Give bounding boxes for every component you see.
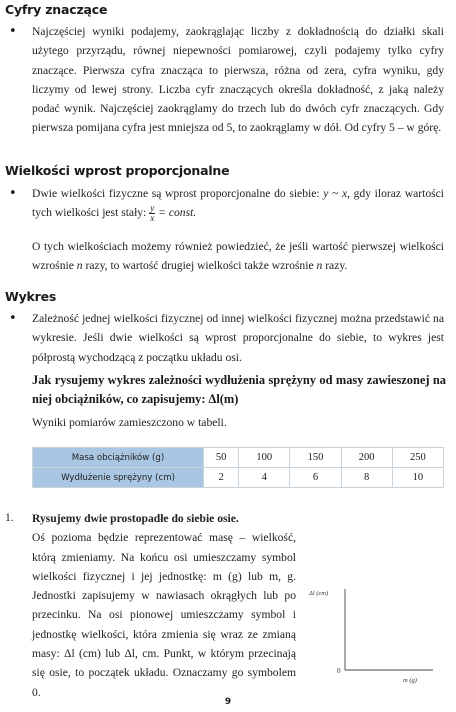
paragraph-cyfry-znaczace: Najczęściej wyniki podajemy, zaokrąglając liczby z dokładnością do działki skali użytego przyrządu, równej niepewności pomiarowej, czyli podajemy tylko cyfry znaczące. Pierwsza cyfra znacząca to pierwsza, różna od zera, cyfra wyniku, gdy liczymy od lewej strony. Liczba cyfr znaczących określa dokładność, z jaką należy podać wynik. Najczęściej zaokrąglamy do trzech lub do dwóch cyfr znaczących. Gdy pierwsza pomijana cyfra jest mniejsza od 5, to zaokrąglamy w dół. Od cyfry 5 – w górę. [32,25,444,135]
step1-lead: Rysujemy dwie prostopadłe do siebie osie [32,512,236,525]
table-cell: 4 [239,468,290,488]
x-axis-label: m (g) [403,677,417,684]
page-number: 9 [224,697,232,707]
text-fragment: Dwie wielkości fizyczne są wprost proporcjonalne do siebie: [32,187,324,200]
paragraph-proporcjonalnosc [32,184,444,223]
math-n: n [316,259,323,273]
bullet: • [9,311,17,326]
table-row [33,448,444,468]
origin-label: 0 [337,667,341,675]
table-cell: 150 [290,448,341,468]
row-header-extension: Wydłużenie sprężyny (cm) [33,468,204,488]
measurements-table [32,447,444,488]
step-number: 1. [5,511,14,524]
text-fragment: , gdy iloraz wartości tych wielkości jest stały: [32,187,444,220]
question-heading: Jak rysujemy wykres zależności wydłużenia sprężyny od masy zawieszonej na niej obciążników, co zapisujemy: Δl(m) [32,373,446,407]
y-axis-label: Δl (cm) [309,590,329,597]
math-n: n [76,259,83,273]
table-cell: 10 [392,468,443,488]
heading-wielkosci-wprost: Wielkości wprost proporcjonalne [5,163,230,178]
text-fragment: O tych wielkościach możemy również powiedzieć, że jeśli wartość pierwszej wielkości wzrośnie [32,240,444,273]
paragraph-wykres: Zależność jednej wielkości fizycznej od innej wielkości fizycznej można przedstawić na wykresie. Jeśli dwie wielkości są wprost proporcjonalne do siebie, to wykres jest półprostą wychodzącą z początku układu osi. [32,312,444,364]
bullet: • [9,186,17,201]
const-formula: = const. [155,206,197,220]
table-cell: 2 [204,468,239,488]
bullet: • [9,24,17,39]
heading-wykres: Wykres [5,289,57,304]
step1-paragraph [32,509,296,702]
table-intro: Wyniki pomiarów zamieszczono w tabeli. [32,416,227,429]
row-header-mass: Masa obciążników (g) [33,448,204,468]
table-cell: 250 [392,448,443,468]
table-row [33,468,444,488]
table-cell: 200 [341,448,392,468]
fraction-denominator: x [150,213,155,224]
text-fragment: razy, to wartość drugiej wielkości także wzrośnie [82,259,317,273]
table-cell: 100 [239,448,290,468]
step1-lead-end: . [235,512,239,525]
axes-diagram [309,585,435,685]
fraction-numerator: y [150,203,155,214]
step1-text: Oś pozioma będzie reprezentować masę – wielkość, którą zmieniamy. Na końcu osi umieszczamy symbol wielkości fizycznej i jej jednostkę: m (g) lub m, g. Jednostki zapisujemy w nawiasach okrągłych lub po przecinku. Na osi pionowej umieszczamy symbol i jednostkę wielkości, która zmienia się wraz ze zmianą masy: Δl (cm) lub Δl, cm. Punkt, w którym przecinają się osie, to początek układu. Oznaczamy go symbolem 0. [32,531,296,699]
relation-formula: y ~ x [323,187,348,200]
table-cell: 8 [341,468,392,488]
heading-cyfry-znaczace: Cyfry znaczące [5,2,108,17]
text-fragment: razy. [322,259,348,273]
table-cell: 50 [204,448,239,468]
paragraph-n-razy [32,237,444,276]
table-cell: 6 [290,468,341,488]
